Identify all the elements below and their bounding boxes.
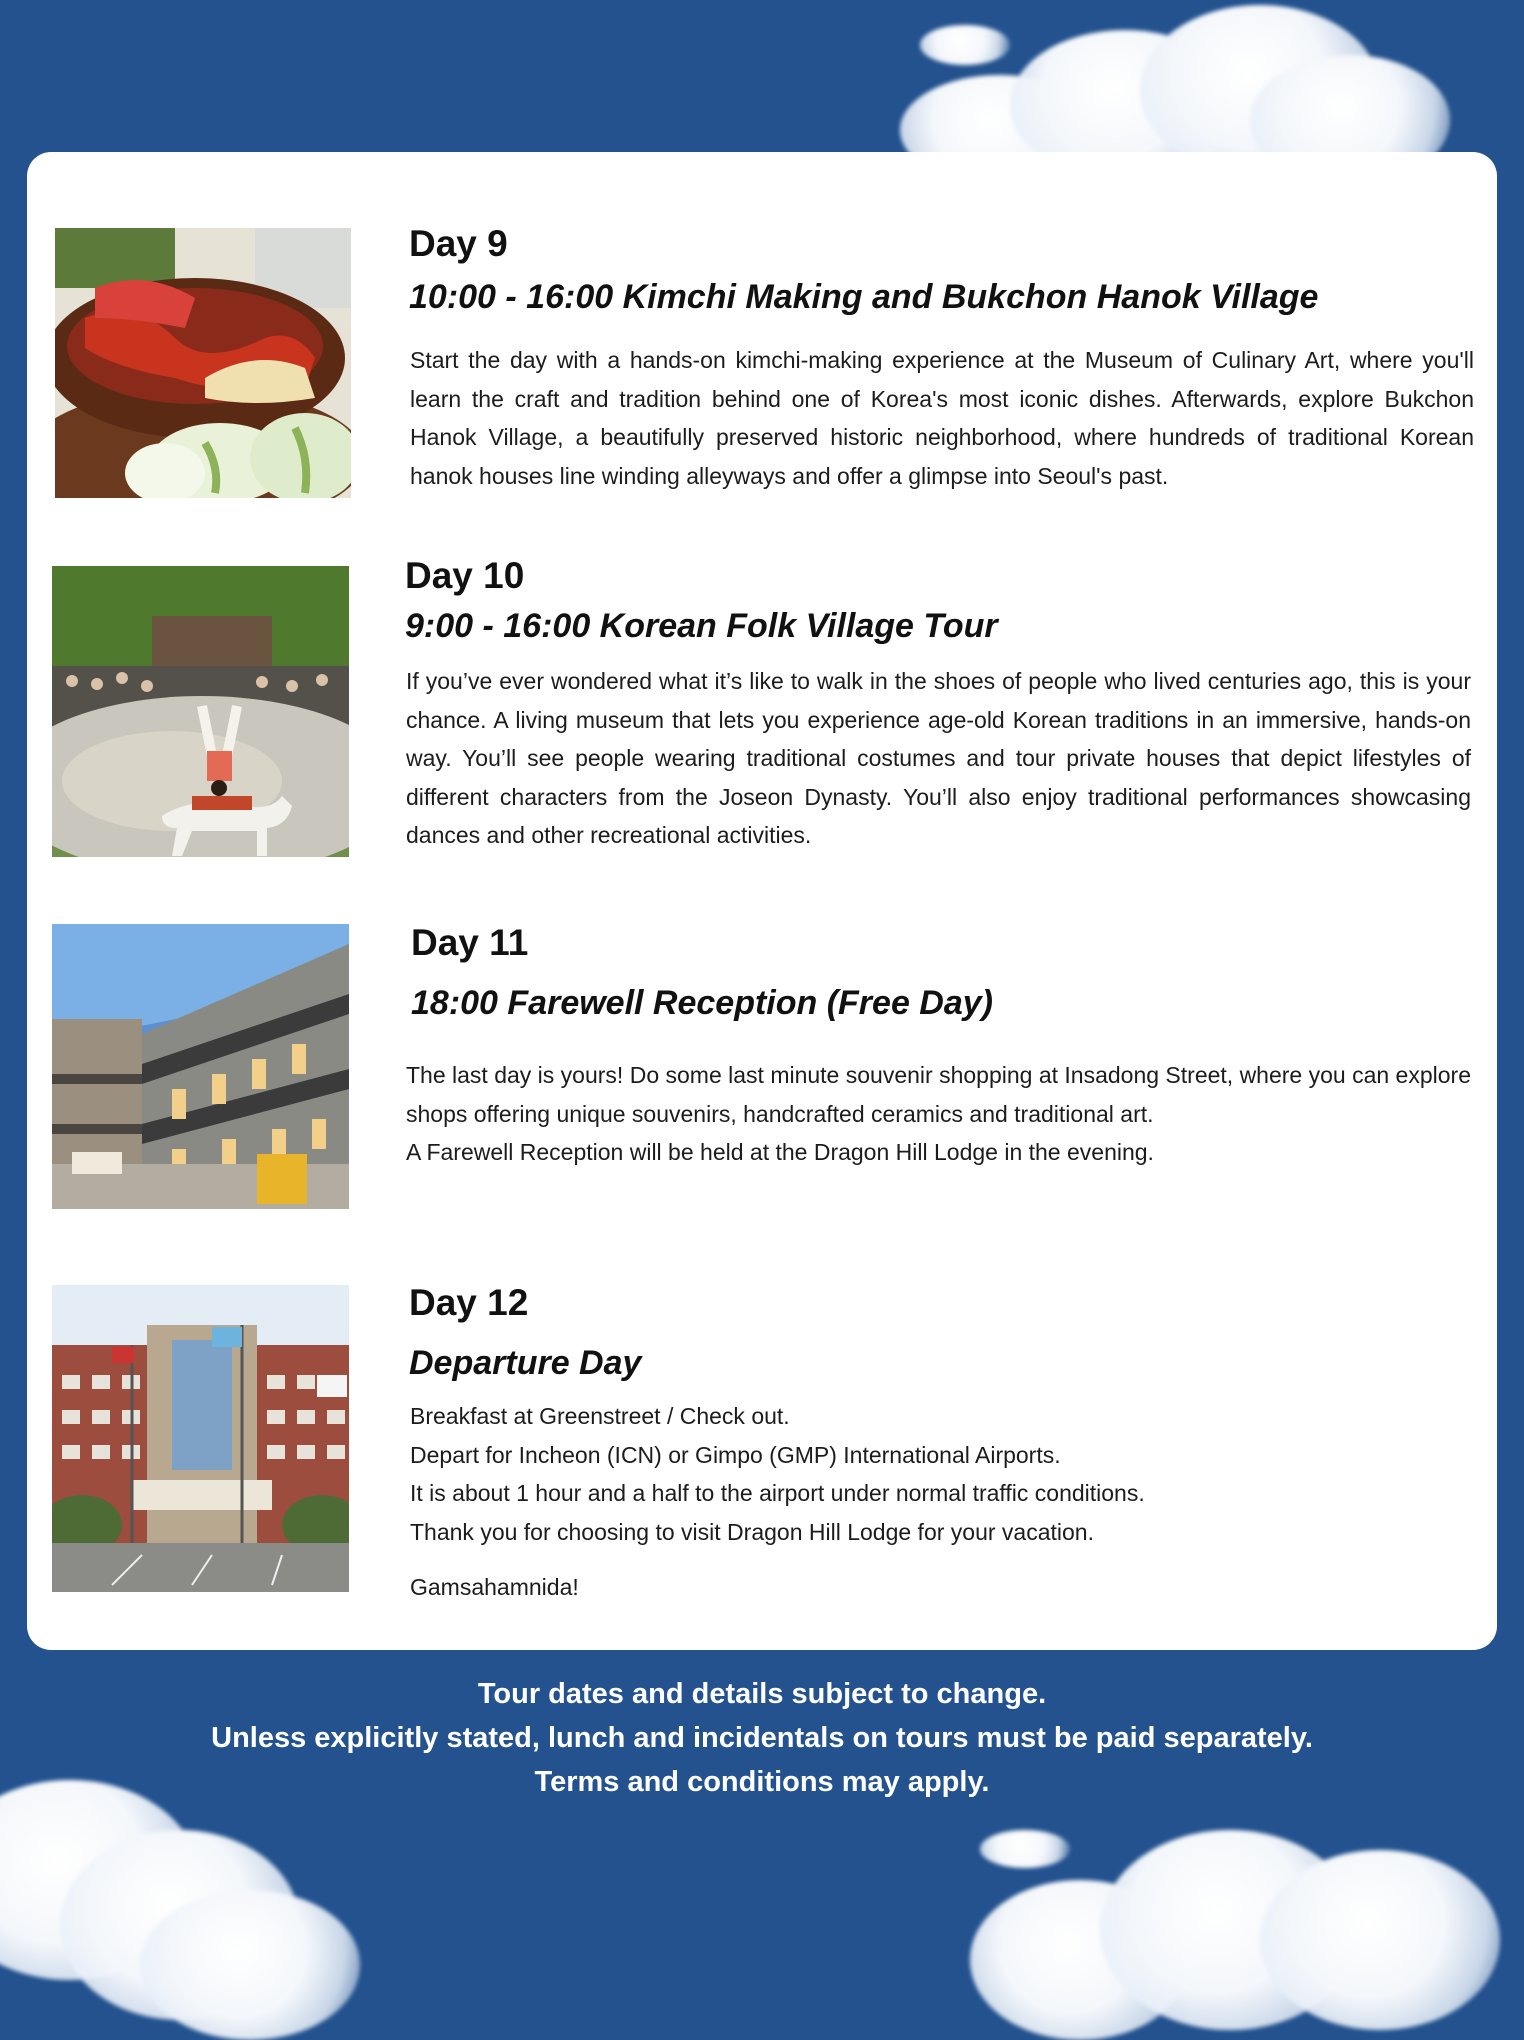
folk-village-photo [52, 566, 349, 857]
day-10-title: Day 10 [405, 555, 525, 596]
day-10-subtitle: 9:00 - 16:00 Korean Folk Village Tour [405, 607, 998, 645]
day-11-description [406, 1056, 1471, 1172]
day-10-description: If you’ve ever wondered what it’s like to walk in the shoes of people who lived centuries ago, this is your chance. A living museum that lets you experience age-old Korean traditions in an immersive, hands-on way. You’ll see people wearing traditional costumes and tour private houses that depict lifestyles of different characters from the Joseon Dynasty. You’ll also enjoy traditional performances showcasing dances and other recreational activities. [406, 668, 1471, 848]
footer-line-3: Terms and conditions may apply. [534, 1766, 990, 1798]
day-12-description [410, 1397, 1470, 1551]
day-12-line-2: Depart for Incheon (ICN) or Gimpo (GMP) International Airports. [410, 1441, 1061, 1468]
footer-line-2: Unless explicitly stated, lunch and incidentals on tours must be paid separately. [211, 1722, 1313, 1754]
cloud-top-right [880, 0, 1520, 175]
footer-line-1: Tour dates and details subject to change. [477, 1678, 1047, 1710]
kimchi-photo [55, 228, 351, 498]
day-9-title: Day 9 [409, 223, 508, 264]
cloud-bottom-right [940, 1800, 1524, 2000]
day-9-description: Start the day with a hands-on kimchi-making experience at the Museum of Culinary Art, where you'll learn the craft and tradition behind one of Korea's most iconic dishes. Afterwards, explore Bukchon Hanok Village, a beautifully preserved historic neighborhood, where hundreds of traditional Korean hanok houses line winding alleyways and offer a glimpse into Seoul's past. [410, 347, 1474, 489]
day-12-closing: Gamsahamnida! [410, 1574, 579, 1600]
day-12-line-1: Breakfast at Greenstreet / Check out. [410, 1403, 790, 1429]
day-11-line-2: A Farewell Reception will be held at the Dragon Hill Lodge in the evening. [406, 1139, 1154, 1165]
insadong-photo [52, 924, 349, 1209]
day-12-line-3: It is about 1 hour and a half to the airport under normal traffic conditions. [410, 1480, 1145, 1506]
lodge-photo [52, 1285, 349, 1592]
footer-disclaimer [0, 1672, 1524, 1804]
day-11-line-1: The last day is yours! Do some last minute souvenir shopping at Insadong Street, where you can explore shops offering unique souvenirs, handcrafted ceramics and traditional art. [406, 1062, 1471, 1127]
day-9-subtitle: 10:00 - 16:00 Kimchi Making and Bukchon Hanok Village [409, 278, 1319, 316]
day-11-title: Day 11 [411, 922, 529, 963]
day-12-title: Day 12 [409, 1282, 529, 1323]
day-11-subtitle: 18:00 Farewell Reception (Free Day) [411, 984, 994, 1022]
day-12-subtitle: Departure Day [409, 1344, 642, 1382]
day-12-line-4: Thank you for choosing to visit Dragon Hill Lodge for your vacation. [410, 1518, 1094, 1545]
